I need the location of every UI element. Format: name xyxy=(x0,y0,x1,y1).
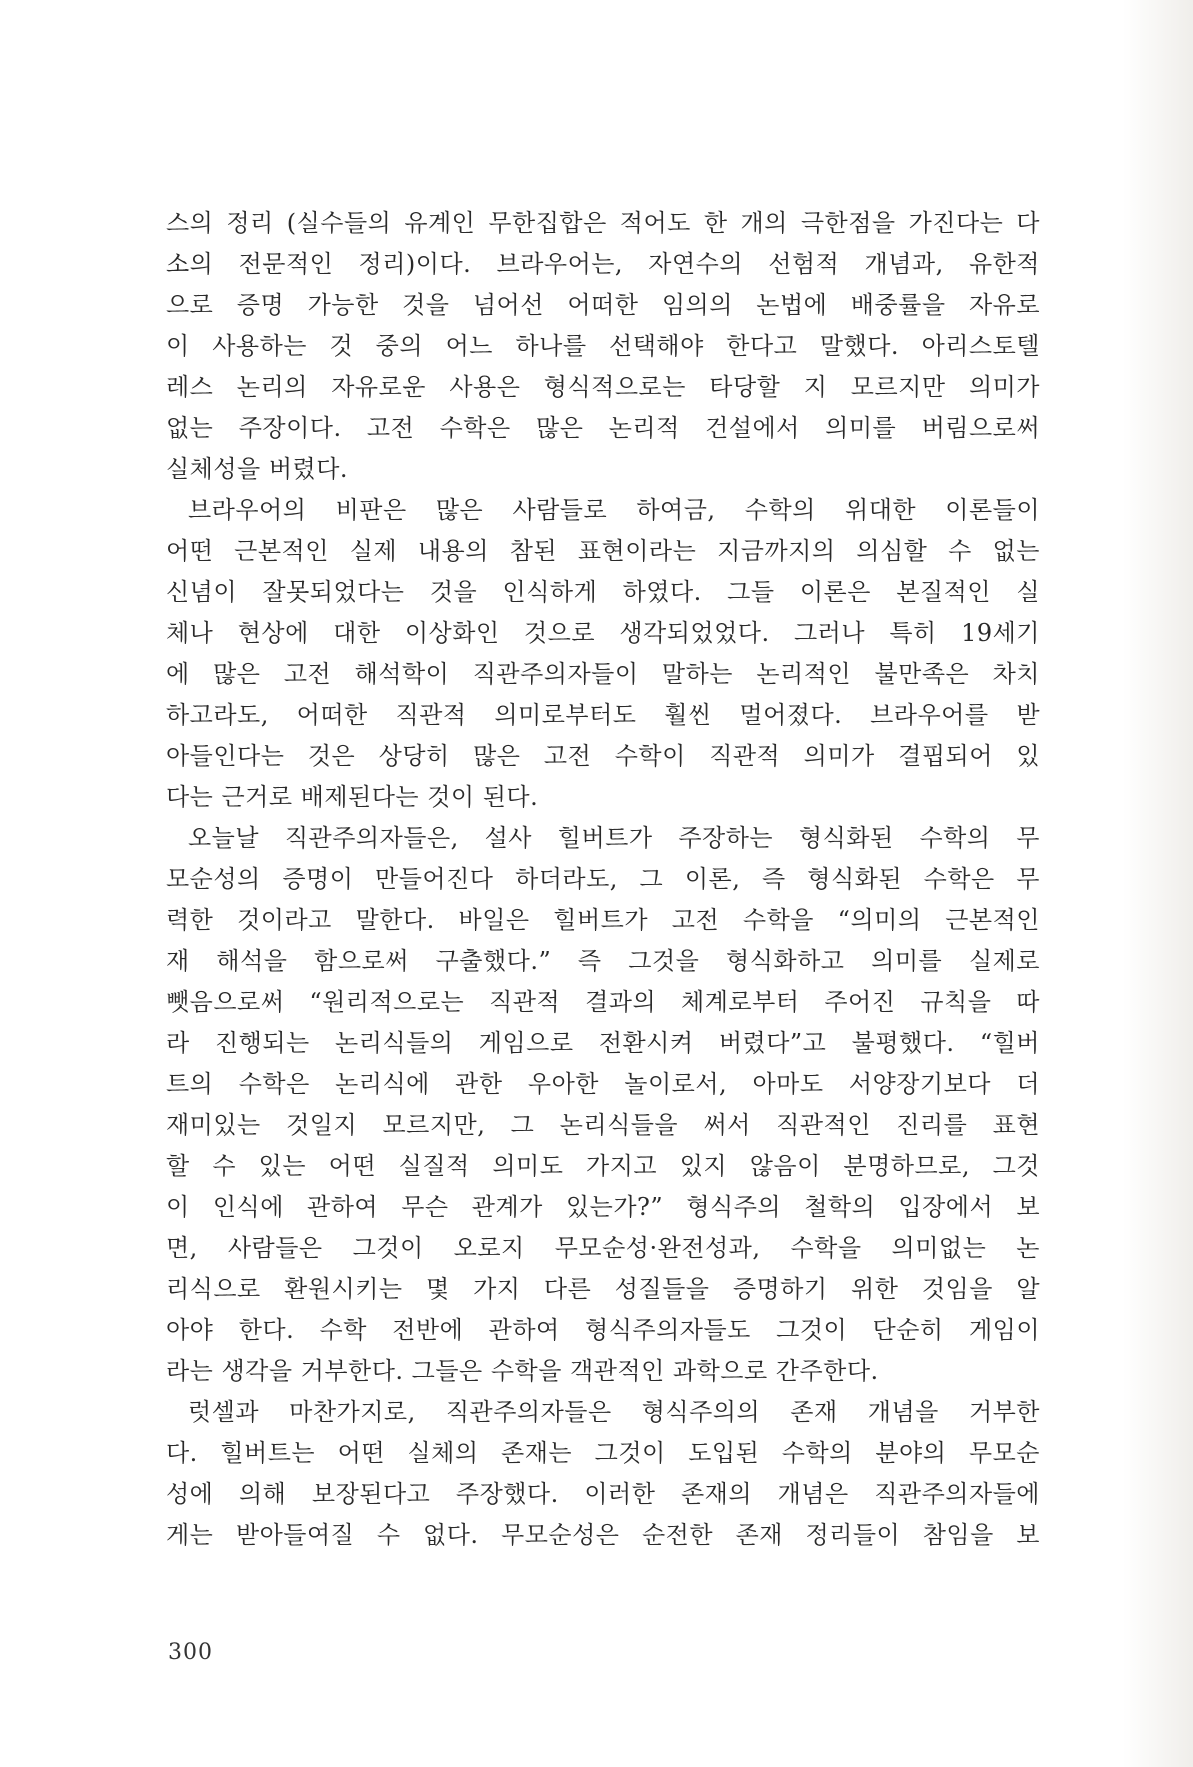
text-line: 하고라도, 어떠한 직관적 의미로부터도 훨씬 멀어졌다. 브라우어를 받 xyxy=(166,701,1040,729)
page-number: 300 xyxy=(168,1640,213,1665)
text-line: 뺏음으로써 “원리적으로는 직관적 결과의 체계로부터 주어진 규칙을 따 xyxy=(166,988,1040,1016)
text-line: 체나 현상에 대한 이상화인 것으로 생각되었었다. 그러나 특히 19세기 xyxy=(166,619,1040,647)
text-line: 없는 주장이다. 고전 수학은 많은 논리적 건설에서 의미를 버림으로써 xyxy=(166,414,1040,442)
text-line: 력한 것이라고 말한다. 바일은 힐버트가 고전 수학을 “의미의 근본적인 xyxy=(166,906,1040,934)
text-line: 럿셀과 마찬가지로, 직관주의자들은 형식주의의 존재 개념을 거부한 xyxy=(188,1398,1040,1426)
text-line: 할 수 있는 어떤 실질적 의미도 가지고 있지 않음이 분명하므로, 그것 xyxy=(166,1152,1040,1180)
text-line: 라는 생각을 거부한다. 그들은 수학을 객관적인 과학으로 간주한다. xyxy=(166,1357,879,1385)
text-line: 면, 사람들은 그것이 오로지 무모순성·완전성과, 수학을 의미없는 논 xyxy=(166,1234,1040,1262)
text-line: 다. 힐버트는 어떤 실체의 존재는 그것이 도입된 수학의 분야의 무모순 xyxy=(166,1439,1040,1467)
paragraph xyxy=(166,818,1040,1392)
paragraph xyxy=(166,1392,1040,1556)
text-line: 재미있는 것일지 모르지만, 그 논리식들을 써서 직관적인 진리를 표현 xyxy=(166,1111,1040,1139)
page-edge-shadow xyxy=(1123,0,1193,1767)
text-line: 다는 근거로 배제된다는 것이 된다. xyxy=(166,783,539,811)
text-line: 오늘날 직관주의자들은, 설사 힐버트가 주장하는 형식화된 수학의 무 xyxy=(188,824,1040,852)
text-line: 재 해석을 함으로써 구출했다.” 즉 그것을 형식화하고 의미를 실제로 xyxy=(166,947,1040,975)
text-line: 이 사용하는 것 중의 어느 하나를 선택해야 한다고 말했다. 아리스토텔 xyxy=(166,332,1040,360)
text-line: 리식으로 환원시키는 몇 가지 다른 성질들을 증명하기 위한 것임을 알 xyxy=(166,1275,1040,1303)
text-line: 어떤 근본적인 실제 내용의 참된 표현이라는 지금까지의 의심할 수 없는 xyxy=(166,537,1040,565)
text-line: 신념이 잘못되었다는 것을 인식하게 하였다. 그들 이론은 본질적인 실 xyxy=(166,578,1040,606)
text-line: 실체성을 버렸다. xyxy=(166,455,349,483)
text-line: 레스 논리의 자유로운 사용은 형식적으로는 타당할 지 모르지만 의미가 xyxy=(166,373,1040,401)
text-line: 이 인식에 관하여 무슨 관계가 있는가?” 형식주의 철학의 입장에서 보 xyxy=(166,1193,1040,1221)
paragraph xyxy=(166,490,1040,818)
text-line: 에 많은 고전 해석학이 직관주의자들이 말하는 논리적인 불만족은 차치 xyxy=(166,660,1040,688)
text-line: 라 진행되는 논리식들의 게임으로 전환시켜 버렸다”고 불평했다. “힐버 xyxy=(166,1029,1040,1057)
text-line: 브라우어의 비판은 많은 사람들로 하여금, 수학의 위대한 이론들이 xyxy=(188,496,1040,524)
text-line: 게는 받아들여질 수 없다. 무모순성은 순전한 존재 정리들이 참임을 보 xyxy=(166,1521,1040,1549)
text-line: 소의 전문적인 정리)이다. 브라우어는, 자연수의 선험적 개념과, 유한적 xyxy=(166,250,1040,278)
paragraph xyxy=(166,203,1040,490)
text-line: 스의 정리 (실수들의 유계인 무한집합은 적어도 한 개의 극한점을 가진다는 다 xyxy=(166,209,1040,237)
text-line: 트의 수학은 논리식에 관한 우아한 놀이로서, 아마도 서양장기보다 더 xyxy=(166,1070,1040,1098)
text-line: 성에 의해 보장된다고 주장했다. 이러한 존재의 개념은 직관주의자들에 xyxy=(166,1480,1040,1508)
text-line: 아들인다는 것은 상당히 많은 고전 수학이 직관적 의미가 결핍되어 있 xyxy=(166,742,1040,770)
text-line: 으로 증명 가능한 것을 넘어선 어떠한 임의의 논법에 배중률을 자유로 xyxy=(166,291,1040,319)
text-line: 모순성의 증명이 만들어진다 하더라도, 그 이론, 즉 형식화된 수학은 무 xyxy=(166,865,1040,893)
body-text xyxy=(166,203,1040,1556)
text-line: 아야 한다. 수학 전반에 관하여 형식주의자들도 그것이 단순히 게임이 xyxy=(166,1316,1040,1344)
